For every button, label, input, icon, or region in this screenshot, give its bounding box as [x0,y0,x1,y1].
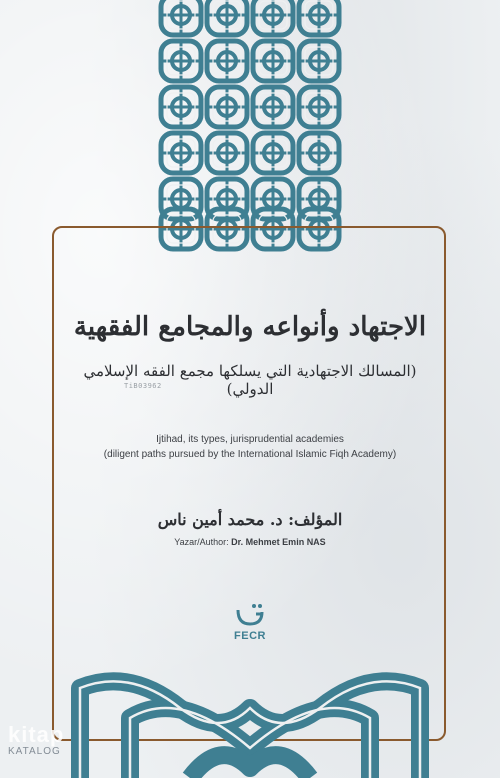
publisher-logo-text: FECR [234,630,266,642]
book-title-english: Ijtihad, its types, jurisprudential academies [156,434,344,445]
bottom-interlace-pattern [70,648,430,778]
top-knot-pattern [158,0,342,252]
author-arabic: المؤلف: د. محمد أمين ناس [157,510,343,529]
watermark [8,724,64,757]
author-english-name: Dr. Mehmet Emin NAS [231,537,326,547]
author-english-prefix: Yazar/Author: [174,537,232,547]
book-title-arabic: الاجتهاد وأنواعه والمجامع الفقهية [73,312,427,342]
watermark-sub: KATALOG [8,746,61,757]
author-english [60,537,440,547]
book-subtitle-english: (diligent paths pursued by the International Islamic Fiqh Academy) [103,449,397,460]
catalog-stamp-code: TiB03962 [124,382,162,390]
book-subtitle-arabic: (المسالك الاجتهادية التي يسلكها مجمع الفقه الإسلامي الدولي) [83,362,417,398]
fecr-qaf-icon [232,600,268,628]
watermark-brand: kitap [8,722,65,747]
